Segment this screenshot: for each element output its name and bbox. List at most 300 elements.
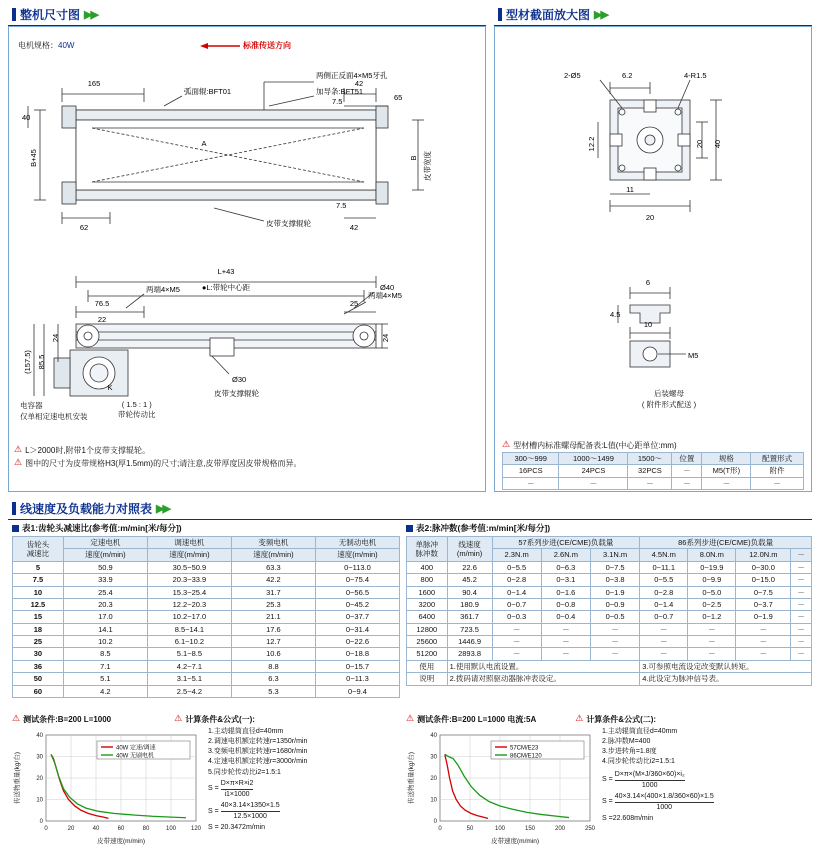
table-cell: 10.2: [63, 636, 147, 648]
svg-text:0: 0: [39, 819, 43, 825]
chart2-formula-line-1: 1.主动辊筒直径d=40mm: [602, 728, 678, 735]
table-cell: 7.5: [13, 574, 64, 586]
label-guide-bar: 加导条:BFT51: [316, 87, 364, 96]
chart2-s-label-1: S =: [602, 776, 613, 784]
profile-table-header: 300～999: [503, 453, 559, 465]
svg-text:100: 100: [494, 826, 506, 832]
double-arrow-icon-2: ▶▶: [594, 9, 607, 21]
table-cell: 0~113.0: [315, 561, 399, 573]
nut-subtitle: ( 附件形式配送 ): [641, 400, 697, 409]
warning-triangle-icon-5: ⚠: [174, 713, 183, 723]
table-cell: －: [791, 598, 812, 610]
table-cell: －: [736, 636, 791, 648]
svg-text:50: 50: [466, 826, 474, 832]
table-row: [407, 636, 812, 648]
profile-table-header: 1000～1499: [559, 453, 628, 465]
table-row: [407, 611, 812, 623]
dim-42b: 42: [349, 223, 359, 232]
svg-text:0: 0: [44, 826, 48, 832]
table-cell: 361.7: [447, 611, 492, 623]
profile-nut-table: [502, 452, 804, 490]
dim-L43: L+43: [217, 267, 235, 276]
table-cell: －: [640, 636, 688, 648]
table-cell: 0~11.1: [640, 561, 688, 573]
section-title-text-3: 线速度及负载能力对照表: [20, 502, 153, 516]
table-cell: －: [492, 636, 541, 648]
table-row: [407, 561, 812, 573]
double-arrow-icon-3: ▶▶: [156, 503, 169, 515]
table-cell: 15.3~25.4: [147, 586, 231, 598]
svg-text:0: 0: [438, 826, 442, 832]
table-cell: 180.9: [447, 598, 492, 610]
table-cell: 18: [13, 623, 64, 635]
chart2-formula-fraction-1: [602, 770, 714, 791]
motor-spec-value: 40W: [58, 41, 75, 50]
chart1-formula-line-1: 1.主动辊筒直径d=40mm: [208, 728, 284, 735]
table-cell: 0~3.8: [590, 574, 639, 586]
table-cell: 0~0.3: [492, 611, 541, 623]
table-cell: 0~30.0: [736, 561, 791, 573]
table-cell: －: [672, 477, 702, 489]
double-arrow-icon: ▶▶: [84, 9, 97, 21]
dim-165: 165: [87, 79, 101, 88]
table-cell: 0~9.9: [688, 574, 736, 586]
square-bullet-icon-2: [406, 525, 413, 532]
dim-10: 10: [643, 320, 653, 329]
chart1-num-2: 40×3.14×1350×1.5: [221, 801, 280, 812]
table-cell: 4.2~7.1: [147, 660, 231, 672]
table-cell: 0~1.2: [688, 611, 736, 623]
chart1-formula-line-2: 2.调速电机额定转速r=1350r/min: [208, 738, 308, 746]
dim-d30: Ø30: [232, 375, 247, 384]
table-cell: 50.9: [63, 561, 147, 573]
label-ratio-value: ( 1.5 : 1 ): [121, 400, 152, 409]
svg-text:传送物重量(kg/台): 传送物重量(kg/台): [408, 752, 415, 804]
label-two-end-m5-b: 两端4×M5: [368, 291, 402, 300]
label-capacitor: 电容器: [20, 401, 43, 410]
dim-4-r15: 4-R1.5: [684, 71, 707, 80]
chart1-s-label-1: S =: [208, 785, 219, 793]
table-row: [13, 648, 400, 660]
table-cell: －: [736, 623, 791, 635]
dim-62p: 6.2: [622, 71, 633, 80]
t2-sub-header: 12.0N.m: [736, 549, 791, 561]
svg-text:100: 100: [165, 826, 177, 832]
table-cell: 4.2: [63, 685, 147, 697]
capacitor-note-group: [20, 400, 88, 422]
table-cell: 25.3: [231, 598, 315, 610]
label-m5: M5: [688, 351, 699, 360]
profile-table-header: 1500～: [628, 453, 672, 465]
table-cell: －: [791, 586, 812, 598]
table-cell: 30.5~50.9: [147, 561, 231, 573]
machine-dims-panel: [8, 6, 486, 26]
dim-B: B: [409, 155, 418, 161]
title-bar-accent-3: [12, 502, 16, 515]
svg-text:皮带速度(m/min): 皮带速度(m/min): [490, 838, 540, 845]
table-cell: 0~0.8: [541, 598, 590, 610]
table-cell: －: [791, 561, 812, 573]
table-cell: －: [640, 648, 688, 660]
conveying-direction: [200, 40, 291, 51]
table-row: [13, 685, 400, 697]
chart1-formula-line-5: 5.同步轮传动比i2=1.5:1: [208, 768, 281, 776]
table-row: [13, 636, 400, 648]
warning-triangle-icon-6: ⚠: [406, 713, 415, 723]
table-cell: 3.1~5.1: [147, 673, 231, 685]
svg-text:10: 10: [430, 797, 437, 804]
chart2-formula-line-2: 2.脉冲数M=400: [602, 738, 651, 746]
chart2-formula-line-3: 3.步进转角=1.8度: [602, 748, 657, 756]
table-cell: 31.7: [231, 586, 315, 598]
table1: [12, 536, 400, 698]
dim-42a: 42: [354, 79, 364, 88]
table-cell: 0~56.5: [315, 586, 399, 598]
svg-text:57CM/E23: 57CM/E23: [510, 745, 539, 752]
table-cell: 7.1: [63, 660, 147, 672]
table-cell: 1.使用默认电流设置。: [447, 660, 640, 672]
table-cell: 0~2.8: [640, 586, 688, 598]
table-cell: 16PCS: [503, 465, 559, 477]
svg-text:传送物重量(kg/台): 传送物重量(kg/台): [14, 752, 21, 804]
table-cell: 0~1.9: [736, 611, 791, 623]
label-belt-width: 皮带宽度: [423, 151, 432, 181]
table-cell: 5.1~8.5: [147, 648, 231, 660]
dim-40: 40: [22, 113, 31, 122]
svg-text:40: 40: [92, 826, 100, 832]
t1-header-speed: 速度(m/min): [63, 549, 147, 561]
svg-text:0: 0: [433, 819, 437, 825]
table-cell: 36: [13, 660, 64, 672]
table-cell: 10.2~17.0: [147, 611, 231, 623]
chart1-block: [12, 714, 400, 852]
motor-spec: [18, 40, 74, 51]
table-cell: 12800: [407, 623, 448, 635]
dim-65: 65: [394, 93, 403, 102]
chart2-result: S =22.608m/min: [602, 815, 654, 823]
dim-45: 4.5: [610, 310, 621, 319]
svg-text:150: 150: [524, 826, 536, 832]
chart1-formula-title-row: [174, 714, 255, 725]
table-cell: 0~3.7: [736, 598, 791, 610]
t1-header-motor: 调速电机: [147, 537, 231, 549]
t2-sub-header: 3.1N.m: [590, 549, 639, 561]
t1-header-speed: 速度(m/min): [231, 549, 315, 561]
chart2-formula-title-row: [575, 714, 656, 725]
table-cell: 24PCS: [559, 465, 628, 477]
table-cell: 21.1: [231, 611, 315, 623]
table-cell: －: [688, 636, 736, 648]
chart1-formula-line-4: 4.定速电机额定转速r=3000r/min: [208, 758, 308, 766]
table-cell: 0~3.1: [541, 574, 590, 586]
table-cell: 3200: [407, 598, 448, 610]
table-cell: 5.3: [231, 685, 315, 697]
dim-d40: Ø40: [380, 283, 395, 292]
warning-triangle-icon-3: ⚠: [502, 439, 511, 449]
note-1-text: L＞2000时,附带1个皮带支撑辊轮。: [25, 446, 150, 455]
table-cell: 400: [407, 561, 448, 573]
chart2-formula-line-4: 4.同步轮传动比i2=1.5:1: [602, 758, 675, 766]
t2-sub-header: 2.3N.m: [492, 549, 541, 561]
table-cell: 0~2.8: [492, 574, 541, 586]
table-cell: 10: [13, 586, 64, 598]
table-cell: －: [640, 623, 688, 635]
table-cell: 5: [13, 561, 64, 573]
table-cell: －: [541, 648, 590, 660]
chart2-formula: [602, 727, 714, 845]
label-belt-support-roller-1: 皮带支撑辊轮: [266, 219, 311, 228]
table-cell: 0~6.3: [541, 561, 590, 573]
label-belt-support-roller-2: 皮带支撑辊轮: [214, 389, 259, 398]
svg-text:10: 10: [36, 797, 43, 804]
table-cell: 63.3: [231, 561, 315, 573]
table-cell: 0~0.9: [590, 598, 639, 610]
label-two-end-m5-a: 两端4×M5: [146, 285, 180, 294]
table-cell: M5(T形): [702, 465, 751, 477]
table2: [406, 536, 812, 686]
table-cell: 25.4: [63, 586, 147, 598]
dim-40p: 40: [713, 139, 722, 149]
chart1-plot: [12, 727, 204, 845]
table-cell: 2.5~4.2: [147, 685, 231, 697]
table-cell: －: [590, 623, 639, 635]
table-cell: －: [590, 648, 639, 660]
table-cell: 22.6: [447, 561, 492, 573]
square-bullet-icon: [12, 525, 19, 532]
svg-text:40W 无刷电机: 40W 无刷电机: [116, 753, 155, 760]
nut-drawing: [600, 275, 740, 395]
section-title-speed-load: [8, 500, 812, 517]
t2-sub-header: 8.0N.m: [688, 549, 736, 561]
chart2-formula-fraction-2: [602, 792, 714, 813]
table-cell: 6.3: [231, 673, 315, 685]
svg-text:30: 30: [430, 754, 437, 761]
chart2-title: 测试条件:B=200 L=1000 电流:5A: [417, 715, 537, 724]
table-cell: 60: [13, 685, 64, 697]
t2-sub-header: 2.6N.m: [541, 549, 590, 561]
table-cell: 8.5~14.1: [147, 623, 231, 635]
nut-title: 后装螺母: [654, 389, 684, 398]
table-cell: 0~19.9: [688, 561, 736, 573]
chart1-num-1: D×π×R×i2: [221, 779, 254, 790]
table-cell: －: [736, 648, 791, 660]
note-2-text: 图中的尺寸为皮带规格H3(厚1.5mm)的尺寸;请注意,皮带厚度因皮带规格而异。: [25, 459, 302, 468]
table-cell: －: [702, 477, 751, 489]
svg-text:20: 20: [430, 776, 437, 782]
table-cell: 0~18.8: [315, 648, 399, 660]
table-cell: 0~2.5: [688, 598, 736, 610]
profile-nut-note: [502, 438, 802, 453]
table-cell: 51200: [407, 648, 448, 660]
label-capacitor-note: 仅单相定速电机安装: [20, 412, 88, 421]
table-cell: －: [541, 636, 590, 648]
table-row: [407, 574, 812, 586]
table2-caption-text: 表2:脉冲数(参考值:m/min[米/每分]): [416, 523, 551, 533]
t1-header-speed: 速度(m/min): [315, 549, 399, 561]
dim-62: 62: [79, 223, 89, 232]
table-cell: 0~15.0: [736, 574, 791, 586]
chart2-title-row: [406, 714, 812, 725]
table-cell: 14.1: [63, 623, 147, 635]
table-cell: －: [590, 636, 639, 648]
table-cell: 12.5: [13, 598, 64, 610]
dim-2-o5: 2-Ø5: [564, 71, 581, 80]
svg-text:40: 40: [430, 733, 437, 739]
dim-855: 85.5: [37, 354, 46, 370]
chart1-formula-fraction-2: [208, 801, 307, 822]
section-title-text-2: 型材截面放大图: [506, 8, 591, 22]
table-cell: 45.2: [447, 574, 492, 586]
table-cell: －: [791, 611, 812, 623]
divider-3: [8, 519, 812, 520]
table-cell: 17.6: [231, 623, 315, 635]
table-cell: 20.3~33.9: [147, 574, 231, 586]
warning-triangle-icon-7: ⚠: [575, 713, 584, 723]
dim-75a: 7.5: [332, 97, 343, 106]
svg-text:60: 60: [117, 826, 125, 832]
table-cell: 0~1.4: [640, 598, 688, 610]
t2-header-86: 86系列步进(CE/CME)负载量: [640, 537, 812, 549]
dim-22: 22: [97, 315, 107, 324]
table-row: [407, 648, 812, 660]
table-cell: －: [688, 648, 736, 660]
conveying-direction-label: 标准传送方向: [243, 41, 291, 50]
table-cell: －: [628, 477, 672, 489]
chart2-plot: [406, 727, 598, 845]
svg-text:80: 80: [142, 826, 150, 832]
table1-caption-text: 表1:齿轮头减速比(参考值:m/min[米/每分]): [22, 523, 182, 533]
section-title-text: 整机尺寸图: [20, 8, 81, 22]
table-cell: 25: [13, 636, 64, 648]
t2-sub-header: 4.5N.m: [640, 549, 688, 561]
table-row: [407, 586, 812, 598]
t1-header-motor: 定速电机: [63, 537, 147, 549]
table-cell: 15: [13, 611, 64, 623]
table-cell: 90.4: [447, 586, 492, 598]
dim-122: 12.2: [587, 136, 596, 152]
dim-24a: 24: [51, 333, 60, 343]
table-cell: －: [751, 477, 804, 489]
chart1-result: S = 20.3472m/min: [208, 824, 266, 832]
table-cell: 0~1.9: [590, 586, 639, 598]
table-cell: 1600: [407, 586, 448, 598]
table-cell: －: [559, 477, 628, 489]
table-cell: 1446.9: [447, 636, 492, 648]
profile-table-header: 规格: [702, 453, 751, 465]
chart-svg: [12, 727, 204, 845]
table-cell: －: [791, 574, 812, 586]
table-cell: 8.5: [63, 648, 147, 660]
svg-text:20: 20: [36, 776, 43, 782]
table-row: [13, 598, 400, 610]
dim-A: A: [201, 139, 207, 148]
warning-triangle-icon-2: ⚠: [14, 457, 23, 467]
svg-text:200: 200: [554, 826, 566, 832]
table-cell: 20.3: [63, 598, 147, 610]
chart2-num-1: D×π×(M×J/360×60)×i₂: [615, 770, 685, 781]
dim-B45: B+45: [29, 149, 38, 167]
chart2-den-2: 1000: [656, 803, 673, 811]
warning-triangle-icon-4: ⚠: [12, 713, 21, 723]
profile-table-header: 配置形式: [751, 453, 804, 465]
t2-header-speed: 线速度 (m/min): [447, 537, 492, 562]
left-arrow-icon: [200, 41, 240, 51]
t1-header-motor: 变频电机: [231, 537, 315, 549]
svg-text:20: 20: [67, 826, 75, 832]
table-cell: 2893.8: [447, 648, 492, 660]
dim-765: 76.5: [94, 299, 110, 308]
t1-header-speed: 速度(m/min): [147, 549, 231, 561]
table-cell: 0~0.7: [640, 611, 688, 623]
chart1-title: 测试条件:B=200 L=1000: [23, 715, 112, 724]
chart2-num-2: 40×3.14×(400×1.8/360×60)×1.5: [615, 792, 714, 803]
note-2: [14, 458, 474, 469]
t1-header-ratio: 齿轮头 减速比: [13, 537, 64, 562]
table2-block: [406, 522, 812, 686]
table-cell: 使用: [407, 660, 448, 672]
dim-157: (157.5): [23, 350, 32, 374]
table-cell: 0~31.4: [315, 623, 399, 635]
chart1-den-2: 12.5×1000: [233, 813, 267, 821]
table-cell: 6.1~10.2: [147, 636, 231, 648]
profile-table-header: 位置: [672, 453, 702, 465]
table-cell: 6400: [407, 611, 448, 623]
table-row: [13, 660, 400, 672]
table-footnote-row: [407, 673, 812, 685]
table-cell: 0~7.5: [736, 586, 791, 598]
table-row: [407, 623, 812, 635]
table-cell: 50: [13, 673, 64, 685]
table-row: [503, 477, 804, 489]
table-cell: 说明: [407, 673, 448, 685]
table-cell: 8.8: [231, 660, 315, 672]
nut-caption: [594, 388, 744, 410]
section-title-profile: [494, 6, 812, 23]
chart1-s-label-2: S =: [208, 807, 219, 815]
title-bar-accent-2: [498, 8, 502, 21]
table-cell: 42.2: [231, 574, 315, 586]
t2-header-pulse: 单脉冲 脉冲数: [407, 537, 448, 562]
machine-side-view-drawing: [14, 262, 484, 422]
table2-caption: [406, 522, 812, 534]
dim-75b: 7.5: [336, 201, 347, 210]
t2-header-57: 57系列步进(CE/CME)负载量: [492, 537, 640, 549]
table-cell: 12.7: [231, 636, 315, 648]
dim-24b: 24: [381, 333, 390, 343]
table1-block: [12, 522, 400, 698]
table-cell: 0~75.4: [315, 574, 399, 586]
chart1-formula-line-3: 3.变频电机额定转速r=1680r/min: [208, 748, 308, 756]
table-cell: 0~22.6: [315, 636, 399, 648]
table-cell: 0~5.5: [492, 561, 541, 573]
table-row: [13, 561, 400, 573]
table-cell: 723.5: [447, 623, 492, 635]
table-cell: 10.6: [231, 648, 315, 660]
table-cell: 0~5.0: [688, 586, 736, 598]
table-cell: 0~15.7: [315, 660, 399, 672]
dim-20b: 20: [645, 213, 655, 222]
svg-text:250: 250: [584, 826, 596, 832]
belt-ratio-group: [118, 400, 156, 420]
table-cell: 5.1: [63, 673, 147, 685]
table-cell: 0~37.7: [315, 611, 399, 623]
table-row: [13, 574, 400, 586]
title-bar-accent: [12, 8, 16, 21]
motor-spec-label: 电机规格：: [18, 41, 58, 50]
table-cell: 17.0: [63, 611, 147, 623]
svg-text:30: 30: [36, 754, 43, 761]
dim-6: 6: [645, 278, 651, 287]
